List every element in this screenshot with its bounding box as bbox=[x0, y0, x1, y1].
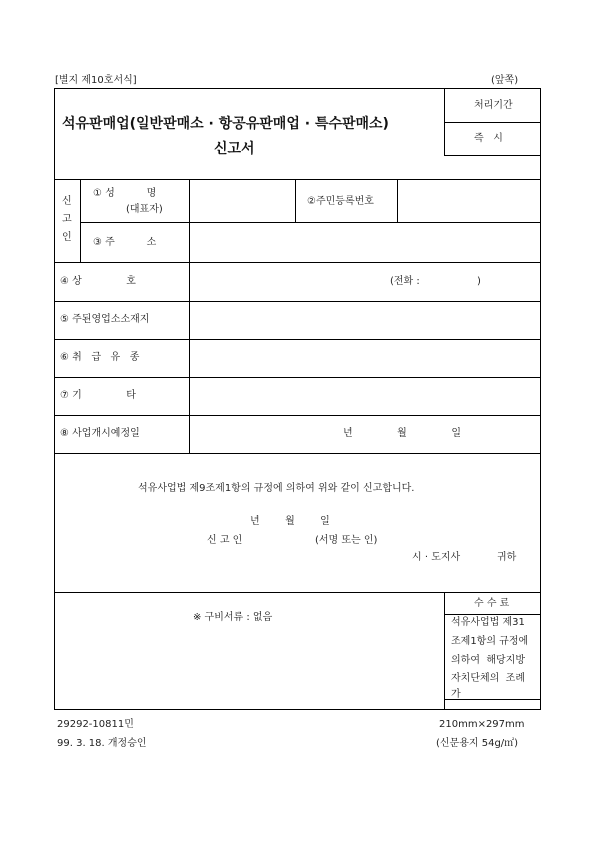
fee-line-5: 가 bbox=[451, 689, 461, 700]
paper-type: (신문용지 54g/㎡) bbox=[436, 738, 519, 749]
location-label: ⑤ 주된영업소소재지 bbox=[60, 314, 150, 325]
name-label: ① 성 명 bbox=[93, 188, 157, 199]
trade-name-field[interactable] bbox=[190, 263, 380, 300]
fee-header-divider bbox=[444, 614, 541, 615]
other-label: ⑦ 기 타 bbox=[60, 390, 136, 401]
row-line-other-bottom bbox=[54, 415, 541, 416]
other-field[interactable] bbox=[190, 378, 540, 414]
location-field[interactable] bbox=[190, 302, 540, 338]
row-line-declaration-bottom bbox=[54, 592, 541, 593]
address-label: ③ 주 소 bbox=[93, 237, 157, 248]
processing-box-bottom bbox=[444, 155, 541, 156]
approval-date: 99. 3. 18. 개정승인 bbox=[57, 738, 147, 749]
declarant-label: 신 고 인 bbox=[207, 535, 243, 546]
addressee-label: 시 · 도지사 bbox=[412, 552, 461, 563]
rrn-field[interactable] bbox=[398, 180, 540, 221]
fee-line-3: 의하여 해당지방 bbox=[451, 655, 525, 666]
oil-type-field[interactable] bbox=[190, 340, 540, 376]
start-date-value[interactable]: 년 월 일 bbox=[343, 428, 461, 439]
signature-label: (서명 또는 인) bbox=[315, 535, 378, 546]
applicant-group-divider bbox=[80, 179, 81, 262]
required-documents-note: ※ 구비서류 : 없음 bbox=[193, 612, 273, 623]
address-field[interactable] bbox=[190, 223, 540, 261]
processing-period-label: 처리기간 bbox=[474, 100, 513, 111]
fee-line-1: 석유사업법 제31 bbox=[451, 617, 525, 628]
declaration-text: 석유사업법 제9조제1항의 규정에 의하여 위와 같이 신고합니다. bbox=[138, 483, 415, 494]
representative-label: (대표자) bbox=[126, 204, 163, 215]
fee-label: 수 수 료 bbox=[474, 598, 510, 609]
trade-name-label: ④ 상 호 bbox=[60, 276, 136, 287]
fee-line-2: 조제1항의 규정에 bbox=[451, 636, 529, 647]
row-line-startdate-bottom bbox=[54, 453, 541, 454]
phone-label: (전화 : ) bbox=[390, 276, 481, 287]
honorific-label: 귀하 bbox=[497, 552, 517, 563]
form-number: [별지 제10호서식] bbox=[55, 75, 137, 86]
fee-box-divider bbox=[444, 592, 445, 710]
form-title: 석유판매업(일반판매소 · 항공유판매업 · 특수판매소) bbox=[62, 116, 389, 132]
applicant-group-char-1: 신 bbox=[62, 196, 72, 207]
oil-type-label: ⑥ 취 급 유 종 bbox=[60, 352, 140, 363]
paper-size: 210mm×297mm bbox=[439, 719, 525, 730]
name-rrn-divider bbox=[295, 179, 296, 222]
rrn-label: ②주민등록번호 bbox=[307, 196, 374, 207]
applicant-group-char-3: 인 bbox=[62, 232, 72, 243]
page-side-label: (앞쪽) bbox=[491, 75, 519, 86]
start-date-label: ⑧ 사업개시예정일 bbox=[60, 428, 140, 439]
form-title-sub: 신고서 bbox=[214, 141, 255, 157]
fee-line-4: 자치단체의 조례 bbox=[451, 673, 525, 684]
name-field[interactable] bbox=[190, 180, 294, 221]
declaration-date[interactable]: 년 월 일 bbox=[250, 516, 330, 527]
form-code: 29292-10811민 bbox=[57, 719, 134, 730]
processing-box-divider bbox=[444, 122, 541, 123]
applicant-group-char-2: 고 bbox=[62, 214, 72, 225]
processing-period-value: 즉 시 bbox=[474, 133, 503, 144]
